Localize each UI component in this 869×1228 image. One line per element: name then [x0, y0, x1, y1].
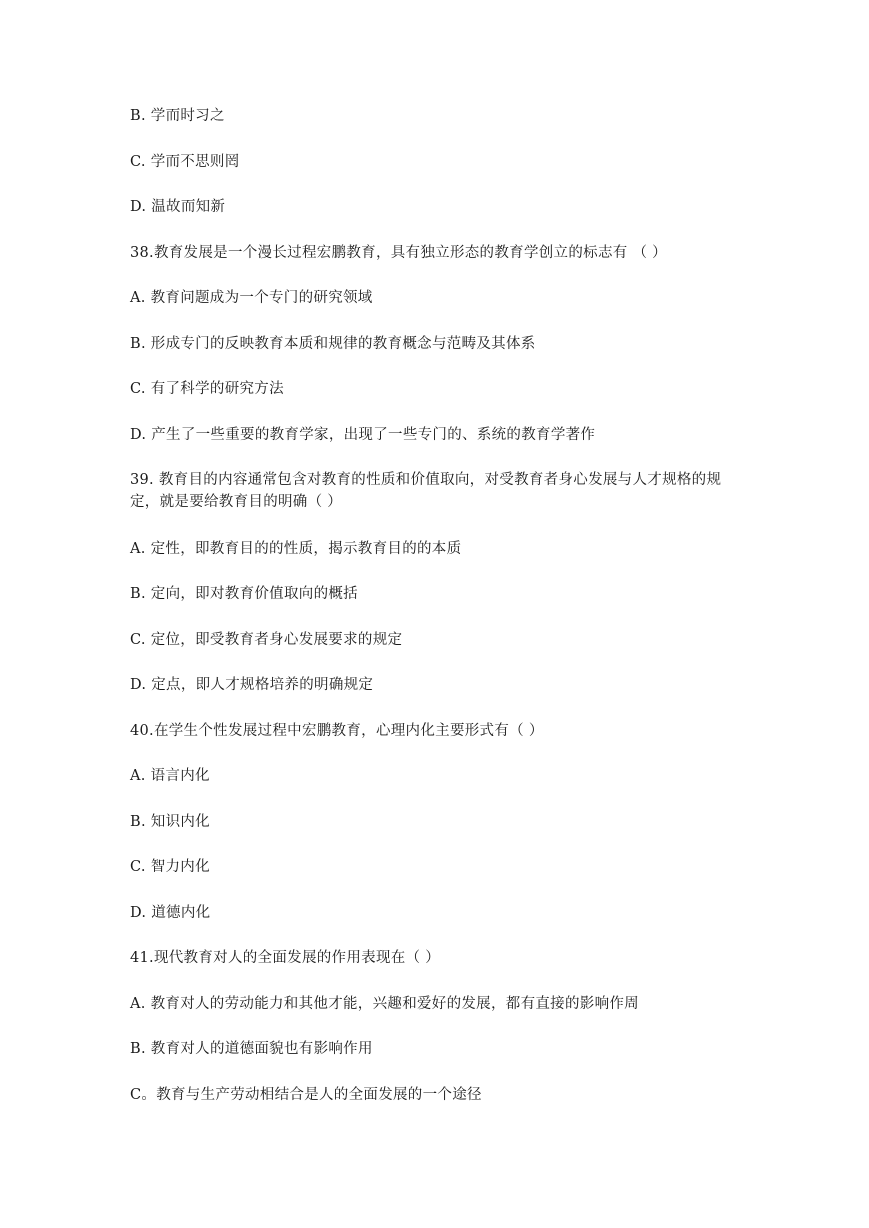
option-d-q37: D. 温故而知新 — [130, 199, 226, 215]
option-a-q40: A. 语言内化 — [130, 768, 210, 784]
option-a-q41: A. 教育对人的劳动能力和其他才能，兴趣和爱好的发展，都有直接的影响作周 — [130, 996, 639, 1012]
option-d-q39: D. 定点，即人才规格培养的明确规定 — [130, 677, 374, 693]
option-a-q38: A. 教育问题成为一个专门的研究领域 — [130, 290, 373, 306]
option-c-q39: C. 定位，即受教育者身心发展要求的规定 — [130, 632, 403, 648]
option-b-q39: B. 定向，即对教育价值取向的概括 — [130, 586, 358, 602]
option-d-q38: D. 产生了一些重要的教育学家，出现了一些专门的、系统的教育学著作 — [130, 427, 596, 443]
option-a-q39: A. 定性，即教育目的的性质，揭示教育目的的本质 — [130, 541, 462, 557]
question-41: 41.现代教育对人的全面发展的作用表现在（ ） — [130, 950, 441, 966]
option-b-q40: B. 知识内化 — [130, 814, 210, 830]
question-40: 40.在学生个性发展过程中宏鹏教育，心理内化主要形式有（ ） — [130, 723, 544, 739]
question-38: 38.教育发展是一个漫长过程宏鹏教育，具有独立形态的教育学创立的标志有 （ ） — [130, 245, 667, 261]
option-c-q37: C. 学而不思则罔 — [130, 154, 240, 170]
option-c-q41: C。教育与生产劳动相结合是人的全面发展的一个途径 — [130, 1087, 482, 1103]
option-d-q40: D. 道德内化 — [130, 905, 211, 921]
option-c-q40: C. 智力内化 — [130, 859, 210, 875]
question-39: 39. 教育目的内容通常包含对教育的性质和价值取向，对受教育者身心发展与人才规格的规定，就是要给教育目的明确（ ） — [130, 472, 722, 510]
option-b-q37: B. 学而时习之 — [130, 108, 225, 124]
option-b-q41: B. 教育对人的道德面貌也有影响作用 — [130, 1041, 373, 1057]
option-c-q38: C. 有了科学的研究方法 — [130, 381, 284, 397]
option-b-q38: B. 形成专门的反映教育本质和规律的教育概念与范畴及其体系 — [130, 336, 536, 352]
